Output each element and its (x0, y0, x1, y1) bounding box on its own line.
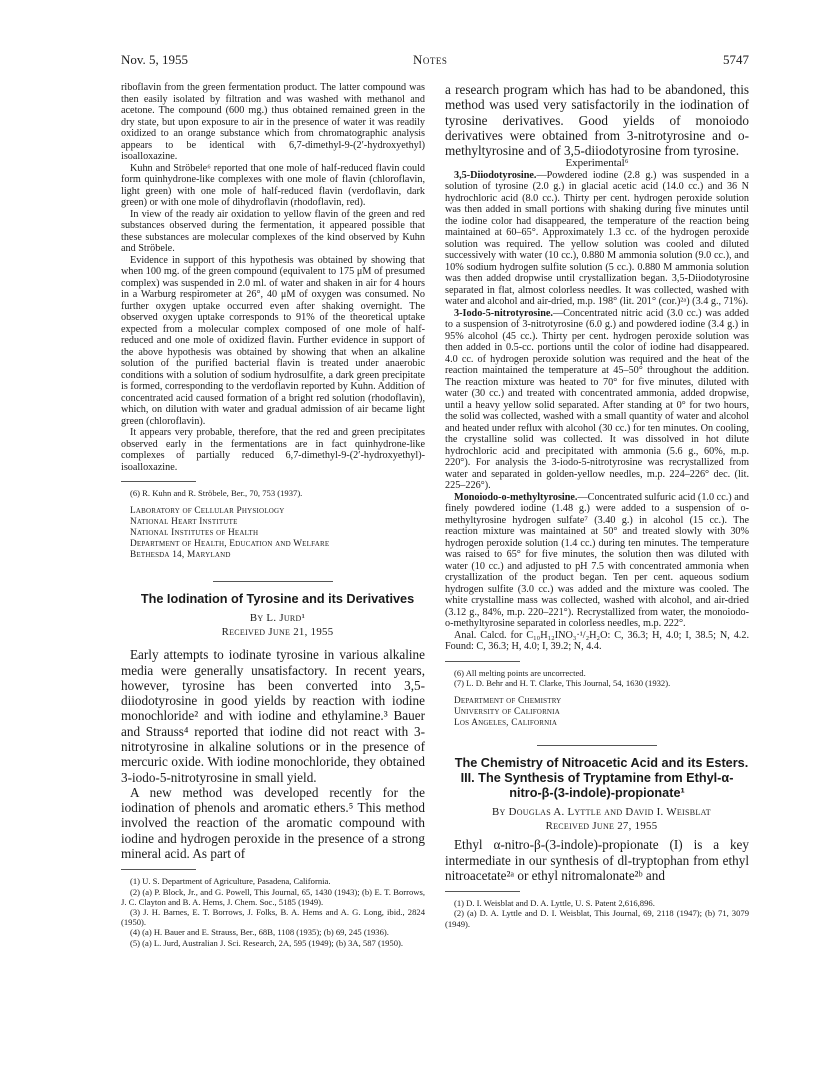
paragraph (445, 308, 749, 492)
paragraph (445, 170, 749, 308)
affiliation-line: Department of Health, Education and Welfare (130, 539, 330, 550)
header-date: Nov. 5, 1955 (121, 52, 189, 67)
paragraph: Early attempts to iodinate tyrosine in various alkaline media were generally unsatisfactory. In recent years, however, tyrosine has been converted into 3,5-diiodotyrosine in good yields by reaction with iodine monochloride² and with iodine and ethylamine.³ Bauer and Strauss⁴ reported that iodine did not react with 3-nitrotyrosine in alkaline solutions or in the presence of mercuric oxide. With iodine monochloride, they obtained 3-iodo-5-nitrotyrosine in small yield. (121, 647, 425, 785)
footnote-divider (121, 481, 196, 482)
article-byline: By Douglas A. Lyttle and David I. Weisblat (492, 806, 711, 819)
paragraph: In view of the ready air oxidation to yellow flavin of the green and red substances observed during the fermentation, it appeared possible that these substances are molecular complexes of the kind observed by Kuhn and Ströbele. (121, 208, 425, 254)
article-received-date: Received June 27, 1955 (545, 820, 658, 833)
footnote: (4) (a) H. Bauer and E. Strauss, Ber., 68B, 1108 (1935); (b) 69, 245 (1936). (130, 927, 389, 938)
article-byline: By L. Jurd¹ (249, 612, 306, 625)
footnote: (1) U. S. Department of Agriculture, Pasadena, California. (130, 876, 331, 887)
procedure-text: —Concentrated sulfuric acid (1.0 cc.) and finely powdered iodine (1.48 g.) were added to a suspension of o-methyltyrosine hydrogen sulfate⁷ (3.40 g.) in alcohol (15 cc.). The reaction mixture was maintained at 50° and treated slowly with 30% hydrogen peroxide solution (1.4 cc.) during ten minutes. The temperature was raised to 65° for five minutes, the solution then was diluted with water (10 cc.) and adjusted to pH 7.5 with concentrated ammonia when crystallization of the product began. Ten per cent. aqueous sodium hydrogen sulfite (3.0 cc.) was added and the mixture was cooled. The white crystalline mass was collected, washed with alcohol, and air-dried (3.12 g., 84%, m.p. 220–221°). Recrystallized from water, the monoiodo-o-methyltyrosine separated in colorless needles, m.p. 222°. (445, 491, 749, 630)
paragraph: riboflavin from the green fermentation product. The latter compound was then easily isolated by filtration and was washed with methanol and acetone. The compound (600 mg.) thus obtained remained green in the dry state, but upon exposure to air in the presence of water it was readily oxidized to an orange substance which from chromatographic analysis appears to be identical with 6,7-dimethyl-9-(2′-hydroxyethyl) isoalloxazine. (121, 82, 425, 162)
article-title: The Iodination of Tyrosine and its Derivatives (140, 592, 415, 607)
footnote: (6) R. Kuhn and R. Ströbele, Ber., 70, 753 (1937). (130, 488, 303, 498)
compound-heading: Monoiodo-o-methyltyrosine. (454, 491, 578, 503)
procedure-text: —Concentrated nitric acid (3.0 cc.) was added to a suspension of 3-nitrotyrosine (6.0 g.) and powdered iodine (3.4 g.) in 95% alcohol (45 cc.). Thirty per cent. hydrogen peroxide solution was then added in 0.5-cc. portions until the color of iodine had disappeared. 4.0 cc. of hydrogen peroxide solution was required and the heat of the reaction maintained the temperature at 45–50° throughout the addition. The reaction mixture was heated to 70° for five minutes, diluted with water (30 cc.) and treated with concentrated ammonia, added dropwise, until a heavy yellow solid separated. After standing at 0° for two hours, the solid was collected, washed with a small quantity of water and alcohol and heated under reflux with alcohol (30 cc.) for ten minutes. On cooling, the crystalline solid was collected. It was dissolved in hot dilute hydrochloric acid and precipitated with ammonia (5.6 g., 60%, m.p. 220°). For analysis the 3-iodo-5-nitrotyrosine was recrystallized from water and separated in golden-yellow needles, m.p. 224–226° dec. (lit. 225–226°). (445, 307, 749, 492)
article-received-date: Received June 21, 1955 (221, 626, 334, 639)
header-page-number: 5747 (723, 52, 749, 67)
paragraph (445, 492, 749, 630)
article-divider (213, 581, 333, 582)
compound-heading: 3,5-Diiodotyrosine. (454, 169, 537, 181)
procedure-text: —Powdered iodine (2.8 g.) was suspended in a solution of tyrosine (2.0 g.) in glacial acetic acid (14.0 cc.) and 36 N hydrochloric acid (8.0 cc.). Thirty per cent. hydrogen peroxide solution was then added in small portions with shaking during five minutes until the iodine color had disappeared, the temperature of the reaction being maintained at 60–65°. Approximately 1.3 cc. of the hydrogen peroxide solution was required. The yellow solution was cooled and diluted successively with water (10 cc.), 0.880 M ammonia solution (9.0 cc.), and 10% sodium hydrogen sulfite solution (5 cc.). 0.880 M ammonia solution was then added dropwise until crystallization began. 3,5-Diiodotyrosine separated in flat, almost colorless needles. It was collected, washed with water and alcohol and air-dried, m.p. 198° (lit. 201° (cor.)²ᵃ) (3.4 g., 71%). (445, 169, 749, 308)
analysis-line: Anal. Calcd. for C₁₀H₁₂INO₃·¹/₂H₂O: C, 36.3; H, 4.0; I, 38.5; N, 4.2. Found: C, 36.3; H, 4.0; I, 39.2; N, 4.4. (445, 629, 749, 653)
footnote-divider (445, 891, 520, 892)
footnote: (2) (a) P. Block, Jr., and G. Powell, This Journal, 65, 1430 (1943); (b) E. T. Borrows, J. C. Clayton and B. A. Hems, J. Chem. Soc., 5185 (1949). (121, 886, 425, 907)
article-title: The Chemistry of Nitroacetic Acid and its Esters. III. The Synthesis of Tryptamine from Ethyl-α-nitro-β-(3-indole)-propionate¹ (454, 756, 749, 801)
footnote-divider (445, 661, 520, 662)
article-divider (537, 745, 657, 746)
affiliation-line: Laboratory of Cellular Physiology (130, 506, 285, 517)
paragraph: a research program which has had to be abandoned, this method was used very satisfactorily in the iodination of tyrosine derivatives. Good yields of monoiodo derivatives were obtained from 3-nitrotyrosine and o-methyltyrosine and of 3,5-diiodotyrosine from tyrosine. (445, 82, 749, 159)
affiliation-line: National Heart Institute (130, 517, 238, 528)
paragraph: Evidence in support of this hypothesis was obtained by showing that when 100 mg. of the green compound (equivalent to 175 μM of presumed complex) was suspended in 2.0 ml. of water and shaken in air for 4 hours in a Warburg respirometer at 26°, 40 μM of oxygen was consumed. No further oxygen uptake occurred even after shaking overnight. The observed oxygen uptake corresponds to 91% of the theoretical uptake expected from a molecular complex composed of one mole of half-reduced and one mole of oxidized flavin. Further evidence in support of the above hypothesis was obtained by showing that when an alkaline solution of the purified bacterial flavin is treated under anaerobic conditions with a solution of sodium hydrosulfite, a dark green precipitate is formed, corresponding to the verdoflavin reported by Kuhn. Addition of concentrated acid caused formation of a bright red solution (rhodoflavin), which, on dilution with water and gradual admission of air became light green (chloroflavin). (121, 254, 425, 427)
paragraph: It appears very probable, therefore, that the red and green precipitates observed early in the fermentations are in fact quinhydrone-like complexes of partially reduced 6,7-dimethyl-9-(2′-hydroxyethyl)-isoalloxazine. (121, 427, 425, 473)
paragraph: Ethyl α-nitro-β-(3-indole)-propionate (I) is a key intermediate in our synthesis of dl-tryptophan from ethyl nitroacetate²ᵃ or ethyl nitromalonate²ᵇ and (445, 837, 749, 883)
footnote: (5) (a) L. Jurd, Australian J. Sci. Research, 2A, 595 (1949); (b) 3A, 587 (1950). (130, 937, 404, 948)
affiliation-line: National Institutes of Health (130, 528, 259, 539)
right-column (445, 82, 749, 929)
paragraph: A new method was developed recently for the iodination of phenols and aromatic ethers.⁵ This method involved the reaction of the aromatic compound with iodine and hydrogen peroxide in the presence of a strong mineral acid. As part of (121, 784, 425, 862)
footnote: (1) D. I. Weisblat and D. A. Lyttle, U. S. Patent 2,616,896. (454, 898, 655, 909)
paragraph: Kuhn and Ströbele⁶ reported that one mole of half-reduced flavin could form quinhydrone-like complexes with one mole of flavin (chloroflavin, light green) with one mole of half-reduced flavin (verdoflavin, dark green) or with one mole of dihydroflavin (rhodoflavin, red). (121, 162, 425, 208)
compound-heading: 3-Iodo-5-nitrotyrosine. (454, 307, 553, 319)
footnote: (3) J. H. Barnes, E. T. Borrows, J. Folks, B. A. Hems and A. G. Long, ibid., 2824 (1950). (121, 906, 425, 928)
left-column (121, 82, 425, 948)
affiliation-line: Bethesda 14, Maryland (130, 550, 231, 561)
affiliation-line: Los Angeles, California (454, 718, 558, 729)
running-header (121, 52, 749, 72)
section-heading: Experimental⁶ (565, 157, 629, 170)
footnote: (6) All melting points are uncorrected. (454, 667, 586, 678)
header-section: Notes (413, 52, 448, 67)
footnote-divider (121, 869, 196, 870)
affiliation-line: Department of Chemistry (454, 696, 562, 707)
footnote: (7) L. D. Behr and H. T. Clarke, This Journal, 54, 1630 (1932). (454, 678, 671, 689)
footnote: (2) (a) D. A. Lyttle and D. I. Weisblat, This Journal, 69, 2118 (1947); (b) 71, 3079 (1949). (445, 908, 749, 929)
affiliation-line: University of California (454, 707, 560, 718)
